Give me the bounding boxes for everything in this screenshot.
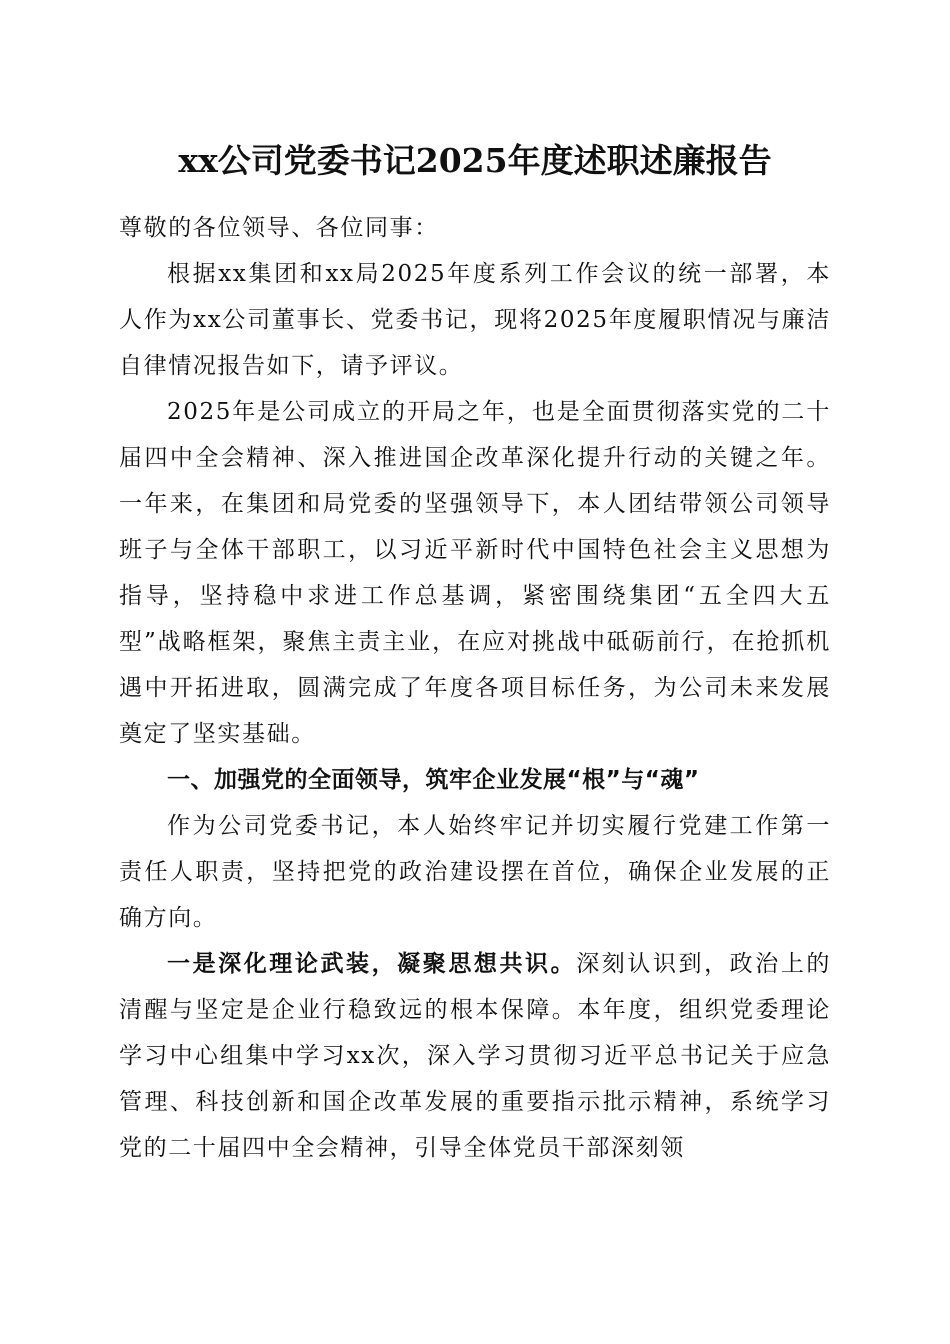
section-heading-1: 一、加强党的全面领导，筑牢企业发展“根”与“魂” bbox=[167, 767, 700, 793]
salutation: 尊敬的各位领导、各位同事： bbox=[119, 215, 439, 241]
point1-paragraph bbox=[119, 941, 831, 1171]
section1-intro-paragraph: 作为公司党委书记，本人始终牢记并切实履行党建工作第一责任人职责，坚持把党的政治建设摆在首位，确保企业发展的正确方向。 bbox=[119, 813, 831, 931]
background-paragraph: 2025年是公司成立的开局之年，也是全面贯彻落实党的二十届四中全会精神、深入推进国企改革深化提升行动的关键之年。一年来，在集团和局党委的坚强领导下，本人团结带领公司领导班子与全体干部职工，以习近平新时代中国特色社会主义思想为指导，坚持稳中求进工作总基调，紧密围绕集团“五全四大五型”战略框架，聚焦主责主业，在应对挑战中砥砺前行，在抢抓机遇中开拓进取，圆满完成了年度各项目标任务，为公司未来发展奠定了坚实基础。 bbox=[119, 399, 831, 747]
document-body bbox=[119, 205, 831, 1171]
point1-lead: 一是深化理论武装，凝聚思想共识。 bbox=[167, 950, 577, 977]
intro-paragraph: 根据xx集团和xx局2025年度系列工作会议的统一部署，本人作为xx公司董事长、党委书记，现将2025年度履职情况与廉洁自律情况报告如下，请予评议。 bbox=[119, 261, 831, 379]
document-title: xx公司党委书记2025年度述职述廉报告 bbox=[178, 141, 772, 180]
point1-text: 深刻认识到，政治上的清醒与坚定是企业行稳致远的根本保障。本年度，组织党委理论学习中心组集中学习xx次，深入学习贯彻习近平总书记关于应急管理、科技创新和国企改革发展的重要指示批示精神，系统学习党的二十届四中全会精神，引导全体党员干部深刻领 bbox=[119, 951, 831, 1161]
